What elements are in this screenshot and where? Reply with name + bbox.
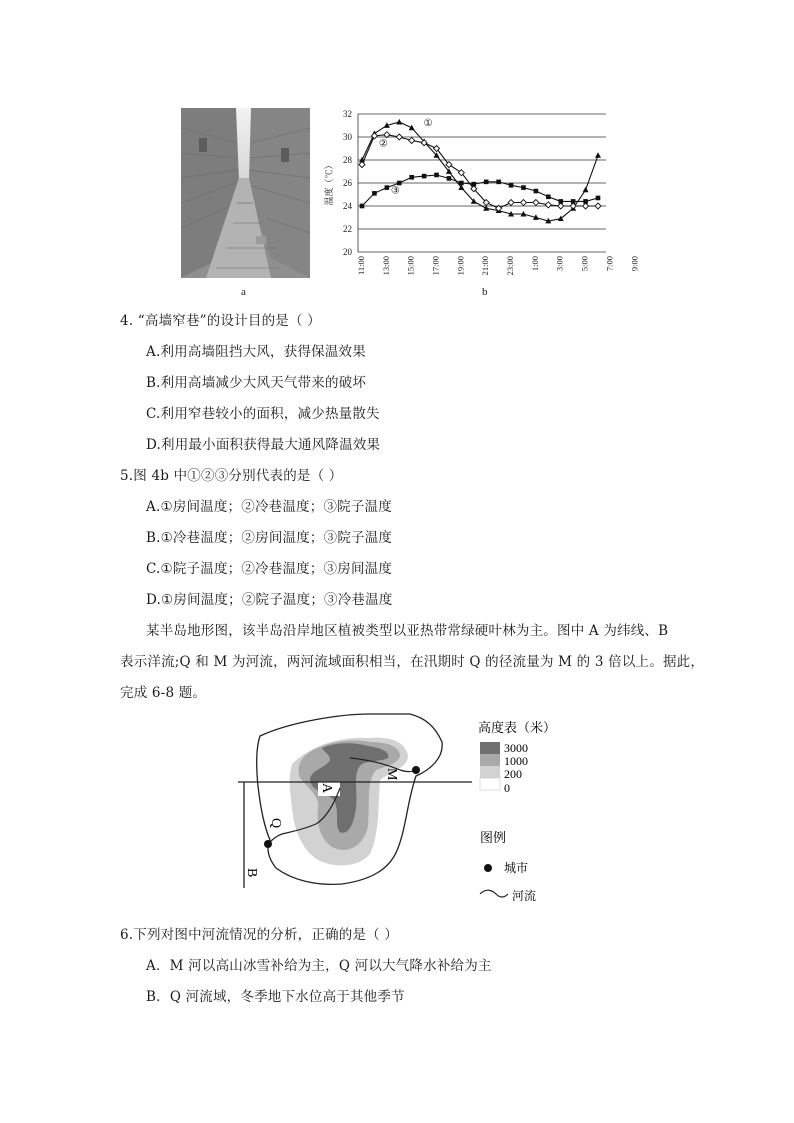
series-2-point: [520, 200, 526, 206]
legend-city-label: 城市: [504, 861, 529, 875]
legend-river-symbol: [480, 890, 508, 897]
height-level-200: 200: [504, 767, 522, 781]
series-3-point: [360, 204, 365, 209]
series-2-point: [396, 134, 402, 140]
series-3-point: [385, 185, 390, 190]
x-tick-label: 1:00: [529, 256, 540, 272]
question-5-option-c: C.①院子温度；②冷巷温度；③房间温度: [146, 561, 393, 577]
passage-line-3: 完成 6-8 题。: [120, 685, 207, 701]
legend-title: 图例: [480, 830, 507, 845]
series-3-point: [422, 174, 427, 179]
series-3-point: [509, 183, 514, 188]
height-legend-title: 高度表（米）: [478, 720, 557, 735]
chart-caption: b: [482, 286, 488, 298]
series-2-point: [421, 140, 427, 146]
x-tick-label: 3:00: [554, 256, 565, 272]
x-tick-label: 11:00: [356, 256, 366, 276]
y-tick-label: 28: [343, 155, 352, 165]
series-1-point: [595, 152, 601, 158]
question-4-option-d: D.利用最小面积获得最大通风降温效果: [146, 437, 381, 453]
height-level-0: 0: [504, 781, 510, 795]
series-3-point: [583, 199, 588, 204]
series-2-point: [508, 200, 514, 206]
series-3-point: [447, 176, 452, 181]
height-swatch-0: [480, 778, 500, 790]
series-3-point: [434, 173, 439, 178]
series-3-point: [372, 191, 377, 196]
question-6-option-b: B．Q 河流域，冬季地下水位高于其他季节: [146, 989, 405, 1005]
map-label-A: A: [319, 782, 334, 794]
map-label-M: M: [384, 768, 399, 781]
question-4: 4. “高墙窄巷”的设计目的是（ ）: [120, 313, 321, 329]
y-axis-label: 温度（℃）: [324, 160, 334, 206]
question-4-option-b: B.利用高墙减少大风天气带来的破坏: [146, 375, 367, 391]
question-6-option-a: A．M 河以高山冰雪补给为主，Q 河以大气降水补给为主: [146, 958, 492, 974]
y-tick-label: 32: [343, 109, 352, 119]
passage-line-1: 某半岛地形图，该半岛沿岸地区植被类型以亚热带常绿硬叶林为主。图中 A 为纬线、B: [146, 623, 669, 639]
height-swatch-3000: [480, 742, 500, 754]
passage-line-2: 表示洋流;Q 和 M 为河流，两河流域面积相当，在汛期时 Q 的径流量为 M 的 3 倍以上。据此，: [120, 654, 705, 670]
city-Q: [264, 840, 272, 848]
question-6: 6.下列对图中河流情况的分析，正确的是（ ）: [120, 927, 399, 943]
y-tick-label: 30: [343, 132, 352, 142]
x-tick-label: 13:00: [380, 256, 391, 276]
x-tick-label: 7:00: [604, 256, 615, 272]
series-3-point: [571, 199, 576, 204]
temperature-chart: [318, 104, 640, 284]
y-tick-label: 26: [343, 178, 352, 188]
series-2-point: [595, 203, 601, 209]
series-2-point: [359, 162, 365, 168]
series-label: ②: [378, 138, 388, 150]
series-2-point: [545, 202, 551, 208]
x-tick-label: 23:00: [505, 256, 516, 276]
x-tick-label: 17:00: [430, 256, 441, 276]
height-swatch-200: [480, 766, 500, 778]
y-tick-label: 22: [343, 224, 352, 234]
series-3-point: [484, 180, 489, 185]
question-5-option-a: A.①房间温度；②冷巷温度；③院子温度: [146, 499, 392, 515]
map-label-Q: Q: [268, 818, 283, 829]
series-2-point: [583, 203, 589, 209]
series-3-point: [558, 199, 563, 204]
question-5-option-d: D.①房间温度；②院子温度；③冷巷温度: [146, 592, 393, 608]
height-swatch-1000: [480, 754, 500, 766]
x-tick-label: 9:00: [629, 256, 640, 272]
height-level-3000: 3000: [504, 741, 528, 755]
height-level-1000: 1000: [504, 754, 528, 768]
legend-city-symbol: [484, 864, 492, 872]
map-label-B: B: [244, 868, 259, 878]
series-2-point: [409, 137, 415, 143]
y-tick-label: 24: [343, 201, 352, 211]
x-tick-label: 5:00: [579, 256, 590, 272]
y-tick-label: 20: [343, 247, 352, 257]
photo-caption: a: [241, 286, 246, 298]
series-3-point: [596, 196, 601, 201]
x-tick-label: 21:00: [480, 256, 491, 276]
series-2-point: [533, 200, 539, 206]
x-tick-label: 19:00: [455, 256, 466, 276]
series-3-point: [471, 182, 476, 187]
legend-river-label: 河流: [512, 889, 537, 903]
series-3-point: [534, 189, 539, 194]
series-label: ③: [390, 185, 400, 197]
series-1-point: [583, 187, 589, 193]
question-5-option-b: B.①冷巷温度；②房间温度；③院子温度: [146, 530, 393, 546]
city-M: [412, 766, 420, 774]
series-2-point: [570, 203, 576, 209]
question-4-option-c: C.利用窄巷较小的面积，减少热量散失: [146, 406, 380, 422]
series-3-point: [546, 195, 551, 200]
series-3-point: [521, 185, 526, 190]
question-4-option-a: A.利用高墙阻挡大风，获得保温效果: [146, 344, 366, 360]
alley-photo: [181, 108, 310, 278]
series-3-point: [459, 181, 464, 186]
series-3-point: [409, 175, 414, 180]
series-3-point: [496, 180, 501, 185]
x-tick-label: 15:00: [405, 256, 416, 276]
series-label: ①: [423, 117, 433, 129]
series-line-2: [362, 135, 598, 209]
peninsula-map: [230, 708, 557, 908]
question-5: 5.图 4b 中①②③分别代表的是（ ）: [120, 468, 343, 484]
series-2-point: [558, 203, 564, 209]
series-1-point: [396, 119, 402, 125]
